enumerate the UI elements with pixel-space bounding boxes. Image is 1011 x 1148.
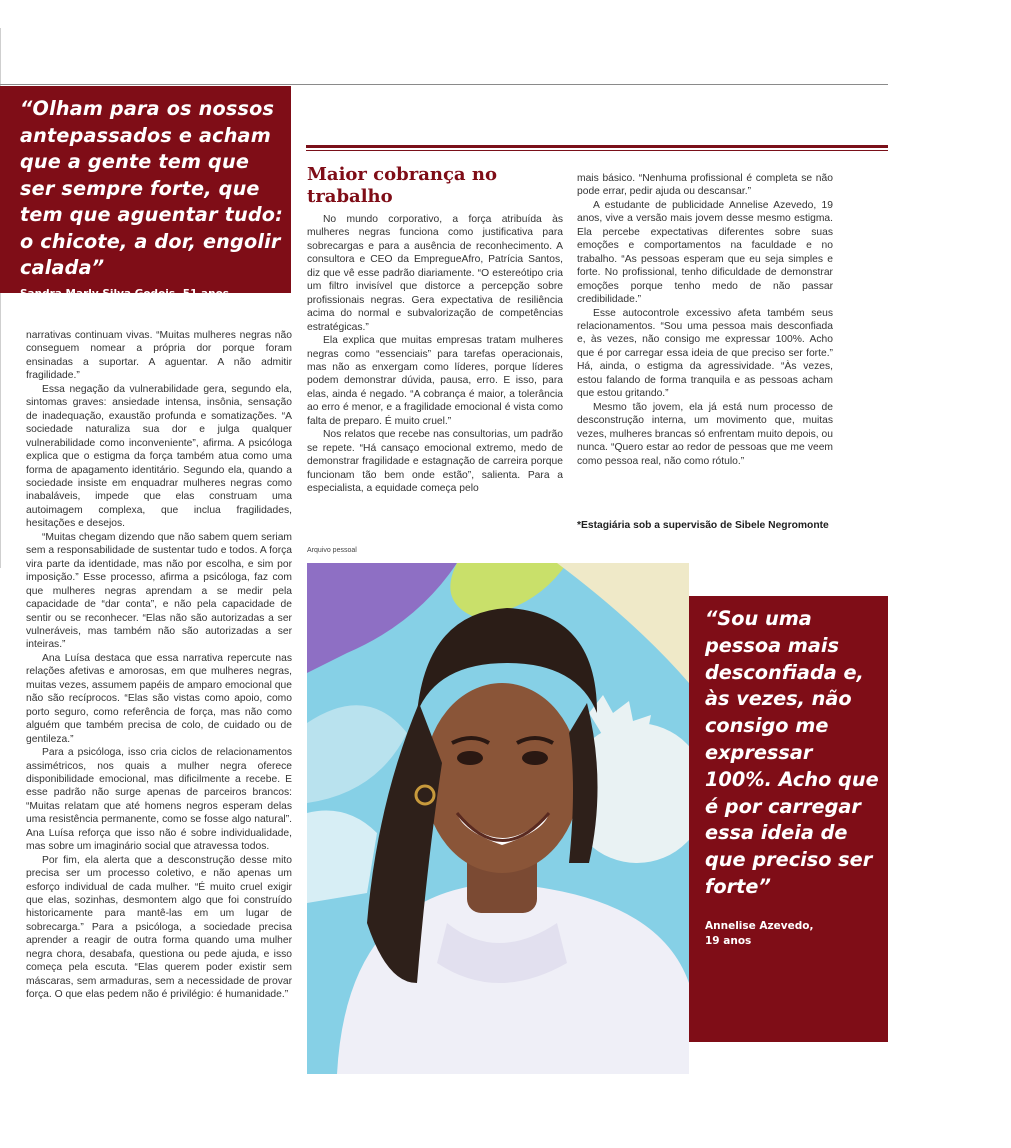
paragraph: Ana Luísa destaca que essa narrativa repercute nas relações afetivas e amorosas, em que mulheres negras, muitas vezes, assumem papéis de amparo emocional que não são recíprocos. “Elas são vistas como apoio, como porto seguro, como referência de força, mas não como alguém que também precisa de colo, de cuidado ou de gentileza.” bbox=[26, 652, 292, 745]
author-credit: *Estagiária sob a supervisão de Sibele Negromonte bbox=[577, 520, 829, 531]
paragraph: Esse autocontrole excessivo afeta também seus relacionamentos. “Sou uma pessoa mais desconfiada e, às vezes, não consigo me expressar 100%. Acho que é por carregar essa ideia de que preciso ser forte.” Há, ainda, o estigma da agressividade. “Às vezes, estou falando de forma tranquila e as pessoas acham que estou gritando.” bbox=[577, 307, 833, 400]
article-column-2 bbox=[307, 213, 563, 496]
pull-quote-text: “Olham para os nossos antepassados e acham que a gente tem que ser sempre forte, que tem que aguentar tudo: o chicote, a dor, engolir calada” bbox=[20, 97, 284, 279]
paragraph: No mundo corporativo, a força atribuída às mulheres negras funciona como justificativa para sobrecargas e para a ausência de reconhecimento. A consultora e CEO da EmpregueAfro, Patrícia Santos, diz que vê esse padrão diariamente. “O estereótipo cria um filtro invisível que distorce a percepção sobre profissionais negras. Gera expectativa de resiliência acima do normal e subvalorização de competências estratégicas.” bbox=[307, 214, 563, 333]
paragraph: Para a psicóloga, isso cria ciclos de relacionamentos assimétricos, nos quais a mulher negra oferece disponibilidade emocional, mas dificilmente a recebe. E esse padrão não surge apenas de parceiros brancos: “Muitas relatam que até homens negros esperam delas uma resistência permanente, como se fosse algo natural”. Ana Luísa reforça que isso não é sobre individualidade, mas sobre um imaginário social que atravessa todos. bbox=[26, 747, 292, 853]
section-rule bbox=[306, 145, 888, 148]
paragraph: narrativas continuam vivas. “Muitas mulheres negras não conseguem nomear a própria dor porque foram ensinadas a suportar. A aguentar. A não admitir fragilidade.” bbox=[26, 330, 292, 382]
paragraph: mais básico. “Nenhuma profissional é completa se não pode errar, pedir ajuda ou descansar.” bbox=[577, 173, 833, 198]
top-rule bbox=[0, 84, 888, 85]
pull-quote-author-name: Annelise Azevedo, bbox=[705, 919, 814, 932]
section-heading: Maior cobrança no trabalho bbox=[307, 164, 497, 207]
pull-quote-author: Sandra Marly Silva Godois, 51 anos bbox=[20, 287, 230, 300]
paragraph: Por fim, ela alerta que a desconstrução desse mito precisa ser um processo coletivo, e não apenas um esforço individual de cada mulher. “É muito cruel exigir que elas, sozinhas, desmontem algo que foi construído historicamente para mantê-las em um lugar de sobrecarga.” Para a psicóloga, a sociedade precisa aprender a reagir de outra forma quando uma mulher negra chora, desabafa, questiona ou pede ajuda, e isso começa pela escuta. “Elas querem poder existir sem máscaras, sem armaduras, sem a necessidade de provar força. O que elas pedem não é privilégio: é humanidade.” bbox=[26, 854, 292, 1001]
article-column-3 bbox=[577, 172, 833, 468]
portrait-photo bbox=[307, 563, 689, 1074]
pull-quote-author bbox=[705, 919, 880, 949]
paragraph: Ela explica que muitas empresas tratam mulheres negras como “essenciais” para tarefas operacionais, mas não as enxergam como líderes, porque líderes podem demonstrar dúvida, pausa, erro. E isso, para elas, ainda é negado. “A cobrança é maior, a tolerância ao erro é menor, e a fragilidade emocional é vista como falta de preparo. É muito cruel.” bbox=[307, 335, 563, 427]
paragraph: “Muitas chegam dizendo que não sabem quem seriam sem a responsabilidade de sustentar tudo e todos. A força vira parte da identidade, mas não por escolha, e sim por imposição.” Esse processo, afirma a psicóloga, faz com que mulheres negras aprendam a se medir pela capacidade de “dar conta”, e não pela capacidade de sentir ou se reconhecer. “Elas não são autorizadas a ser vulneráveis, mas também não são autorizadas a ser inteiras.” bbox=[26, 531, 292, 651]
paragraph: Nos relatos que recebe nas consultorias, um padrão se repete. “Há cansaço emocional extremo, medo de demonstrar fragilidade e estagnação de carreira porque funcionam tão bem onde estão”, salienta. Para a especialista, a equidade começa pelo bbox=[307, 429, 563, 495]
pull-quote-author-age: 19 anos bbox=[705, 934, 752, 947]
paragraph: A estudante de publicidade Annelise Azevedo, 19 anos, vive a versão mais jovem desse mesmo estigma. Ela percebe expectativas diferentes sobre suas emoções e comportamentos na faculdade e no trabalho. “As pessoas esperam que eu seja simples e forte. No profissional, tenho dificuldade de demonstrar emoções porque tenho medo de não passar credibilidade.” bbox=[577, 199, 833, 306]
article-column-1 bbox=[26, 329, 292, 1002]
photo-credit: Arquivo pessoal bbox=[307, 547, 357, 554]
section-rule-thin bbox=[306, 150, 888, 151]
paragraph: Essa negação da vulnerabilidade gera, segundo ela, sintomas graves: ansiedade intensa, insônia, sensação de inadequação, exaustão profunda e somatizações. “A sociedade naturaliza sua dor e julga qualquer vulnerabilidade como inconveniente”, afirma. A psicóloga explica que o estigma da força também atua como uma forma de apagamento identitário. Segundo ela, quando a sociedade insiste em enquadrar mulheres negras como inabaláveis, impede que elas construam uma autoimagem complexa, que inclua fragilidades, hesitações e desejos. bbox=[26, 383, 292, 530]
pull-quote-right bbox=[689, 596, 888, 1042]
portrait-illustration bbox=[307, 563, 689, 1074]
pull-quote-text: “Sou uma pessoa mais desconfiada e, às vezes, não consigo me expressar 100%. Acho que é por carregar essa ideia de que preciso ser forte” bbox=[705, 607, 879, 898]
paragraph: Mesmo tão jovem, ela já está num processo de desconstrução interna, um movimento que, muitas vezes, mulheres brancas só enfrentam muito depois, ou nunca. “Quero estar ao redor de pessoas que me veem como pessoa real, não como rótulo.” bbox=[577, 401, 833, 467]
pull-quote-top bbox=[0, 86, 291, 300]
